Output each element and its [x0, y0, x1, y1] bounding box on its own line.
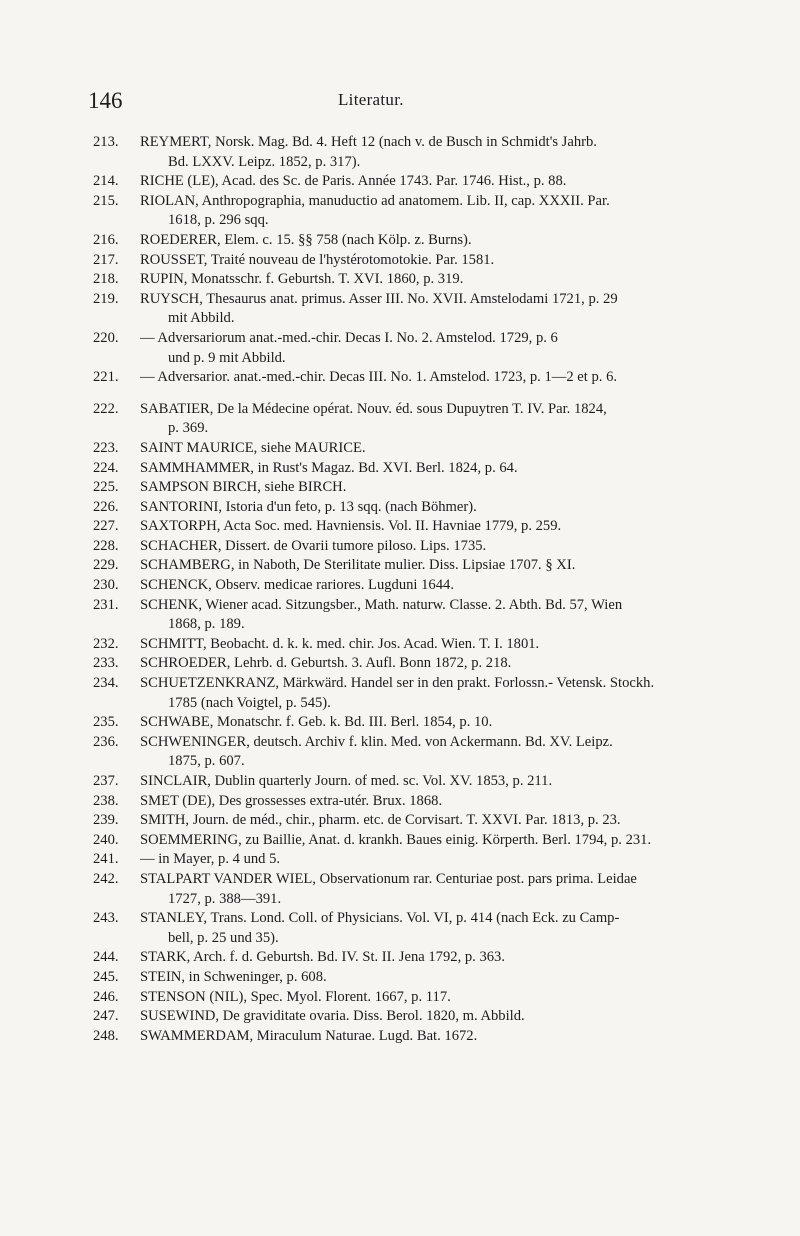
- running-title: Literatur.: [338, 90, 404, 109]
- entry-number: 224.: [93, 459, 119, 476]
- bibliography-entry: [93, 576, 793, 596]
- entry-continuation-line: 1785 (nach Voigtel, p. 545).: [168, 694, 331, 711]
- entry-text: [140, 251, 793, 271]
- entry-text: [140, 870, 793, 909]
- entry-line: RICHE (LE), Acad. des Sc. de Paris. Année 1743. Par. 1746. Hist., p. 88.: [140, 173, 567, 190]
- entry-number: 242.: [93, 870, 119, 887]
- entry-number: 232.: [93, 635, 119, 652]
- entry-line: STALPART VANDER WIEL, Observationum rar. Centuriae post. pars prima. Leidae: [140, 870, 637, 887]
- entry-number: 236.: [93, 733, 119, 750]
- bibliography-entry: [93, 948, 793, 968]
- entry-line: RIOLAN, Anthropographia, manuductio ad anatomem. Lib. II, cap. XXXII. Par.: [140, 192, 610, 209]
- bibliography-entry: [93, 870, 793, 909]
- entry-line: STEIN, in Schweninger, p. 608.: [140, 968, 327, 985]
- entry-number: 228.: [93, 537, 119, 554]
- entry-number: 213.: [93, 134, 119, 150]
- entry-number: 229.: [93, 557, 119, 574]
- entry-number: 239.: [93, 812, 119, 829]
- entry-text: [140, 498, 793, 518]
- bibliography-entry: [93, 988, 793, 1008]
- entry-line: — in Mayer, p. 4 und 5.: [140, 851, 281, 868]
- entry-line: SMET (DE), Des grossesses extra-utér. Brux. 1868.: [140, 792, 443, 809]
- entry-line: SCHUETZENKRANZ, Märkwärd. Handel ser in den prakt. Forlossn.- Vetensk. Stockh.: [140, 675, 655, 692]
- entry-number: 227.: [93, 518, 119, 535]
- entry-line: SAINT MAURICE, siehe MAURICE.: [140, 439, 366, 456]
- bibliography-entry: [93, 251, 793, 271]
- entry-number: 221.: [93, 369, 119, 386]
- entry-number: 219.: [93, 290, 119, 307]
- bibliography-entry: [93, 733, 793, 772]
- entry-text: [140, 517, 793, 537]
- entry-text: [140, 439, 793, 459]
- entry-text: [140, 270, 793, 290]
- entry-number: 238.: [93, 792, 119, 809]
- entry-line: SUSEWIND, De graviditate ovaria. Diss. Berol. 1820, m. Abbild.: [140, 1008, 525, 1025]
- entry-text: [140, 400, 793, 439]
- bibliography-entry: [93, 517, 793, 537]
- entry-continuation-line: p. 369.: [168, 420, 209, 437]
- bibliography-entry: [93, 270, 793, 290]
- entry-line: SAMMHAMMER, in Rust's Magaz. Bd. XVI. Berl. 1824, p. 64.: [140, 459, 518, 476]
- entry-line: STANLEY, Trans. Lond. Coll. of Physicians. Vol. VI, p. 414 (nach Eck. zu Camp-: [140, 910, 620, 927]
- entry-text: [140, 290, 793, 329]
- entry-text: [140, 909, 793, 948]
- entry-number: 226.: [93, 498, 119, 515]
- entry-line: RUPIN, Monatsschr. f. Geburtsh. T. XVI. 1860, p. 319.: [140, 271, 464, 288]
- entry-number: 233.: [93, 655, 119, 672]
- entry-text: [140, 576, 793, 596]
- entry-number: 216.: [93, 231, 119, 248]
- entry-line: SAXTORPH, Acta Soc. med. Havniensis. Vol. II. Havniae 1779, p. 259.: [140, 518, 562, 535]
- entry-text: [140, 1027, 793, 1047]
- bibliography-entry: [93, 400, 793, 439]
- bibliography-entry: [93, 792, 793, 812]
- entry-number: 218.: [93, 271, 119, 288]
- entry-number: 243.: [93, 910, 119, 927]
- entry-line: STENSON (NIL), Spec. Myol. Florent. 1667, p. 117.: [140, 988, 451, 1005]
- entry-text: [140, 772, 793, 792]
- entry-line: SOEMMERING, zu Baillie, Anat. d. krankh. Baues einig. Körperth. Berl. 1794, p. 231.: [140, 831, 652, 848]
- entry-number: 231.: [93, 596, 119, 613]
- entry-number: 245.: [93, 968, 119, 985]
- entry-line: SCHAMBERG, in Naboth, De Sterilitate mulier. Diss. Lipsiae 1707. § XI.: [140, 557, 576, 574]
- entry-number: 241.: [93, 851, 119, 868]
- entry-line: SMITH, Journ. de méd., chir., pharm. etc. de Corvisart. T. XXVI. Par. 1813, p. 23.: [140, 812, 621, 829]
- bibliography-entry: [93, 654, 793, 674]
- entry-text: [140, 537, 793, 557]
- entry-continuation-line: bell, p. 25 und 35).: [168, 929, 279, 946]
- bibliography-entry: [93, 713, 793, 733]
- entry-line: SANTORINI, Istoria d'un feto, p. 13 sqq. (nach Böhmer).: [140, 498, 477, 515]
- bibliography-entry: [93, 368, 793, 388]
- entry-line: SCHWENINGER, deutsch. Archiv f. klin. Med. von Ackermann. Bd. XV. Leipz.: [140, 733, 613, 750]
- bibliography-entry: [93, 635, 793, 655]
- entry-continuation-line: mit Abbild.: [168, 310, 235, 327]
- entry-number: 246.: [93, 988, 119, 1005]
- entry-text: [140, 733, 793, 772]
- entry-number: 225.: [93, 479, 119, 496]
- entry-line: — Adversarior. anat.-med.-chir. Decas III. No. 1. Amstelod. 1723, p. 1—2 et p. 6.: [140, 369, 618, 386]
- entry-line: STARK, Arch. f. d. Geburtsh. Bd. IV. St. II. Jena 1792, p. 363.: [140, 949, 506, 966]
- bibliography-entry: [93, 968, 793, 988]
- entry-number: 215.: [93, 192, 119, 209]
- entry-text: [140, 948, 793, 968]
- entry-line: REYMERT, Norsk. Mag. Bd. 4. Heft 12 (nach v. de Busch in Schmidt's Jahrb.: [140, 134, 597, 150]
- entry-text: [140, 192, 793, 231]
- bibliography-entry: [93, 329, 793, 368]
- entry-number: 222.: [93, 400, 119, 417]
- entry-number: 248.: [93, 1027, 119, 1044]
- entry-line: ROEDERER, Elem. c. 15. §§ 758 (nach Kölp. z. Burns).: [140, 231, 472, 248]
- entry-text: [140, 654, 793, 674]
- entry-text: [140, 459, 793, 479]
- entry-text: [140, 478, 793, 498]
- bibliography-entry: [93, 909, 793, 948]
- bibliography-entry: [93, 498, 793, 518]
- entry-text: [140, 329, 793, 368]
- entry-text: [140, 1007, 793, 1027]
- entry-continuation-line: 1875, p. 607.: [168, 753, 245, 770]
- entry-text: [140, 596, 793, 635]
- page-header: [88, 88, 678, 116]
- entry-line: SCHENCK, Observ. medicae rariores. Lugduni 1644.: [140, 577, 454, 594]
- entry-line: SCHENK, Wiener acad. Sitzungsber., Math. naturw. Classe. 2. Abth. Bd. 57, Wien: [140, 596, 623, 613]
- entry-text: [140, 556, 793, 576]
- bibliography-entry: [93, 831, 793, 851]
- section-gap: [93, 388, 793, 400]
- bibliography-entry: [93, 1027, 793, 1047]
- bibliography-entry: [93, 290, 793, 329]
- entry-text: [140, 368, 793, 388]
- entry-line: SCHACHER, Dissert. de Ovarii tumore piloso. Lips. 1735.: [140, 537, 487, 554]
- entry-continuation-line: 1868, p. 189.: [168, 616, 245, 633]
- bibliography-entry: [93, 556, 793, 576]
- entry-text: [140, 231, 793, 251]
- entry-line: SINCLAIR, Dublin quarterly Journ. of med. sc. Vol. XV. 1853, p. 211.: [140, 773, 553, 789]
- entry-text: [140, 674, 793, 713]
- bibliography-entry: [93, 772, 793, 792]
- bibliography-entry: [93, 674, 793, 713]
- bibliography-entry: [93, 1007, 793, 1027]
- entry-number: 237.: [93, 773, 119, 789]
- entry-line: ROUSSET, Traité nouveau de l'hystérotomotokie. Par. 1581.: [140, 251, 495, 268]
- entry-number: 214.: [93, 173, 119, 190]
- entry-number: 240.: [93, 831, 119, 848]
- entry-line: SABATIER, De la Médecine opérat. Nouv. éd. sous Dupuytren T. IV. Par. 1824,: [140, 400, 607, 417]
- entry-text: [140, 713, 793, 733]
- entry-number: 234.: [93, 675, 119, 692]
- entry-line: RUYSCH, Thesaurus anat. primus. Asser III. No. XVII. Amstelodami 1721, p. 29: [140, 290, 618, 307]
- entry-text: [140, 988, 793, 1008]
- entry-text: [140, 635, 793, 655]
- entry-text: [140, 831, 793, 851]
- entry-text: [140, 968, 793, 988]
- bibliography-entry: [93, 192, 793, 231]
- entry-continuation-line: 1727, p. 388—391.: [168, 890, 282, 907]
- entry-text: [140, 850, 793, 870]
- entry-text: [140, 172, 793, 192]
- entry-number: 217.: [93, 251, 119, 268]
- entry-number: 235.: [93, 714, 119, 731]
- entry-number: 244.: [93, 949, 119, 966]
- page-number: 146: [88, 88, 123, 113]
- entry-number: 230.: [93, 577, 119, 594]
- entry-line: SAMPSON BIRCH, siehe BIRCH.: [140, 479, 347, 496]
- entry-text: [140, 792, 793, 812]
- bibliography-entry: [93, 439, 793, 459]
- entry-text: [140, 133, 793, 172]
- entry-text: [140, 811, 793, 831]
- bibliography-list: [93, 133, 793, 1046]
- entry-number: 223.: [93, 439, 119, 456]
- entry-continuation-line: 1618, p. 296 sqq.: [168, 212, 269, 229]
- bibliography-entry: [93, 811, 793, 831]
- entry-line: — Adversariorum anat.-med.-chir. Decas I. No. 2. Amstelod. 1729, p. 6: [140, 329, 558, 346]
- bibliography-entry: [93, 596, 793, 635]
- entry-continuation-line: und p. 9 mit Abbild.: [168, 349, 286, 366]
- entry-number: 220.: [93, 329, 119, 346]
- entry-continuation-line: Bd. LXXV. Leipz. 1852, p. 317).: [168, 153, 361, 170]
- entry-line: SWAMMERDAM, Miraculum Naturae. Lugd. Bat. 1672.: [140, 1027, 478, 1044]
- bibliography-entry: [93, 459, 793, 479]
- bibliography-entry: [93, 172, 793, 192]
- bibliography-entry: [93, 537, 793, 557]
- entry-number: 247.: [93, 1008, 119, 1025]
- bibliography-entry: [93, 850, 793, 870]
- entry-line: SCHROEDER, Lehrb. d. Geburtsh. 3. Aufl. Bonn 1872, p. 218.: [140, 655, 512, 672]
- entry-line: SCHWABE, Monatschr. f. Geb. k. Bd. III. Berl. 1854, p. 10.: [140, 714, 493, 731]
- bibliography-entry: [93, 133, 793, 172]
- bibliography-entry: [93, 231, 793, 251]
- entry-line: SCHMITT, Beobacht. d. k. k. med. chir. Jos. Acad. Wien. T. I. 1801.: [140, 635, 540, 652]
- bibliography-entry: [93, 478, 793, 498]
